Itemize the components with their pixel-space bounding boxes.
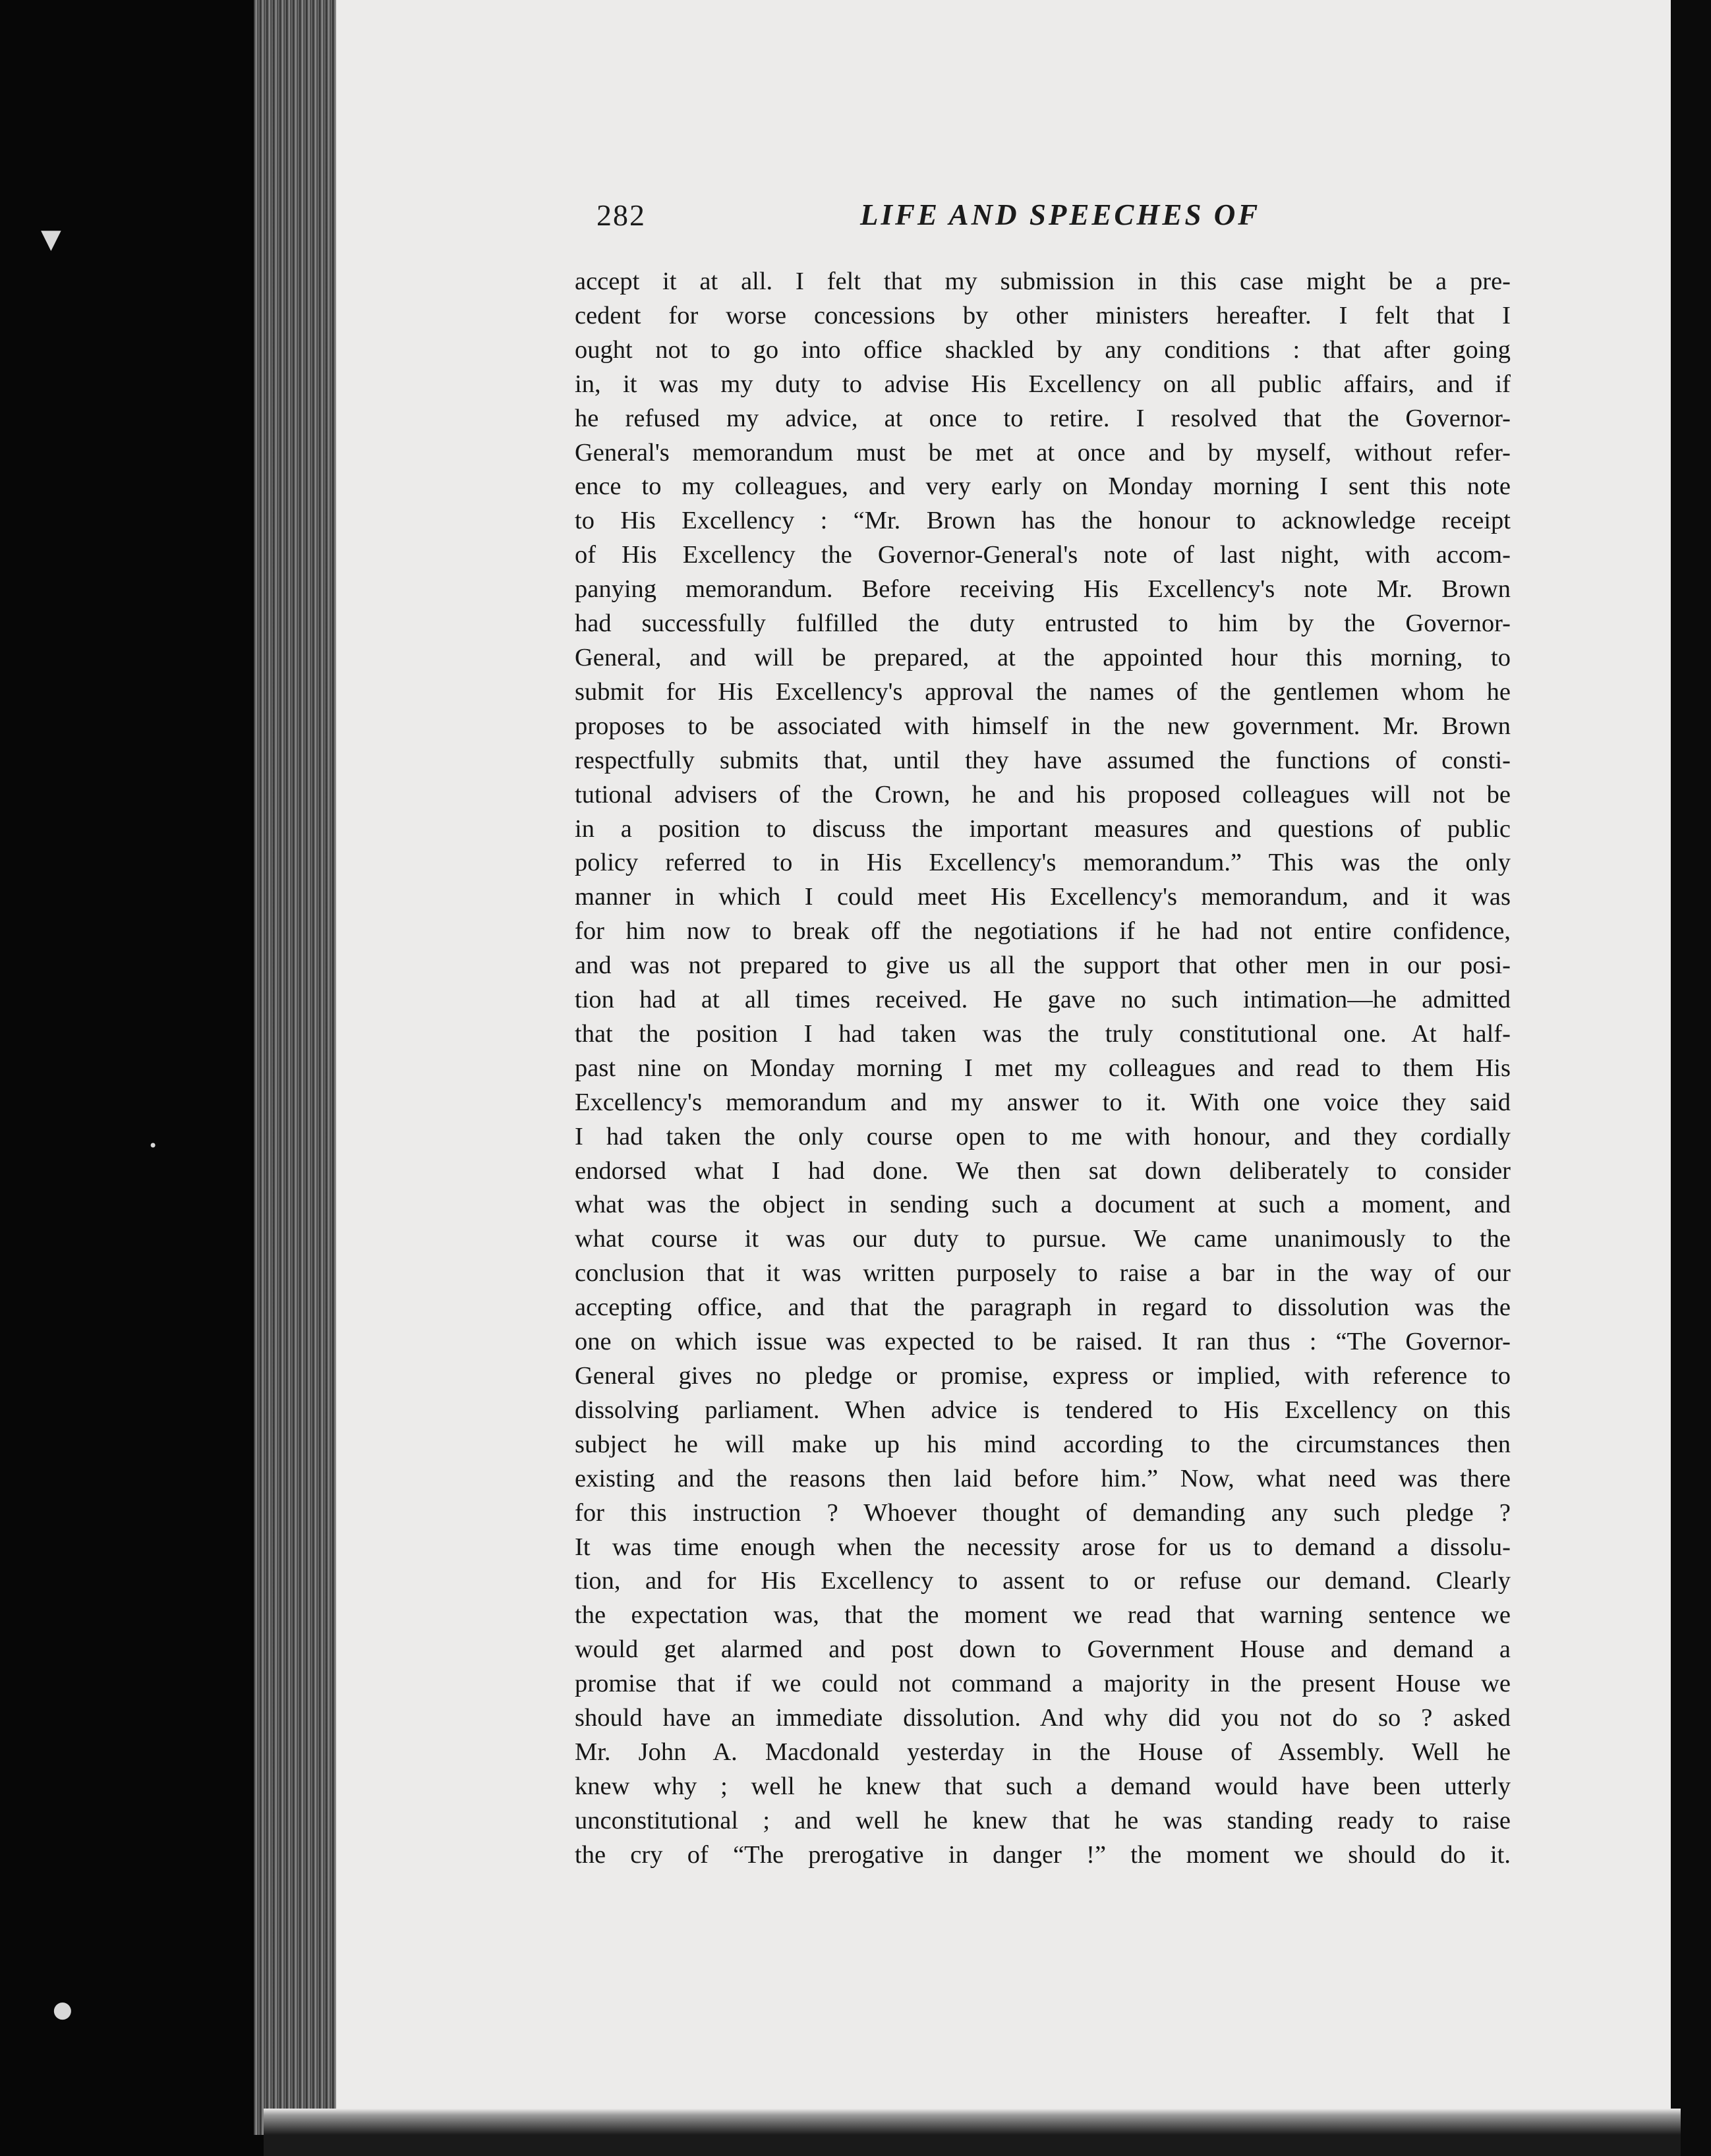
text-line: conclusion that it was written purposely to raise a bar in the way of our [575, 1259, 1511, 1288]
text-line: for this instruction ? Whoever thought of demanding any such pledge ? [575, 1498, 1511, 1527]
text-line: the cry of “The prerogative in danger !” the moment we should do it. [575, 1840, 1511, 1869]
text-line: General's memorandum must be met at once and by myself, without refer- [575, 438, 1511, 467]
text-line: ence to my colleagues, and very early on Monday morning I sent this note [575, 472, 1511, 501]
text-line: had successfully fulfilled the duty entrusted to him by the Governor- [575, 610, 1511, 638]
text-line: existing and the reasons then laid before him.” Now, what need was there [575, 1464, 1511, 1492]
text-line: accept it at all. I felt that my submission in this case might be a pre- [575, 268, 1511, 295]
text-line: It was time enough when the necessity arose for us to demand a dissolu- [575, 1533, 1511, 1561]
text-line: accepting office, and that the paragraph in regard to dissolution was the [575, 1293, 1511, 1322]
text-line: dissolving parliament. When advice is tendered to His Excellency on this [575, 1396, 1511, 1424]
facing-page-shadow [1671, 0, 1711, 2156]
text-line: Excellency's memorandum and my answer to it. With one voice they said [575, 1088, 1511, 1116]
page-bottom-shadow [264, 2109, 1681, 2156]
text-line: General gives no pledge or promise, express or implied, with reference to [575, 1362, 1511, 1390]
text-line: should have an immediate dissolution. And why did you not do so ? asked [575, 1704, 1511, 1732]
specks-left-margin: • [148, 1137, 158, 1155]
text-line: panying memorandum. Before receiving His Excellency's note Mr. Brown [575, 575, 1511, 604]
page-number: 282 [596, 198, 646, 232]
text-line: and was not prepared to give us all the support that other men in our posi- [575, 951, 1511, 980]
specks-left-margin: ● [53, 1997, 72, 2023]
text-line: what was the object in sending such a document at such a moment, and [575, 1191, 1511, 1219]
running-head: LIFE AND SPEECHES OF [860, 198, 1261, 231]
text-line: cedent for worse concessions by other ministers hereafter. I felt that I [575, 301, 1511, 329]
text-line: past nine on Monday morning I met my colleagues and read to them His [575, 1054, 1511, 1082]
page-header [596, 198, 1506, 244]
text-line: tutional advisers of the Crown, he and his proposed colleagues will not be [575, 780, 1511, 808]
text-line: ought not to go into office shackled by any conditions : that after going [575, 335, 1511, 364]
text-line: tion had at all times received. He gave no such intimation—he admitted [575, 986, 1511, 1014]
text-line: of His Excellency the Governor-General's note of last night, with accom- [575, 541, 1511, 569]
text-line: would get alarmed and post down to Government House and demand a [575, 1635, 1511, 1664]
text-line: he refused my advice, at once to retire. I resolved that the Governor- [575, 404, 1511, 432]
text-line: what course it was our duty to pursue. We came unanimously to the [575, 1225, 1511, 1253]
text-line: in, it was my duty to advise His Excellency on all public affairs, and if [575, 370, 1511, 398]
text-line: the expectation was, that the moment we read that warning sentence we [575, 1601, 1511, 1630]
text-line: Mr. John A. Macdonald yesterday in the House of Assembly. Well he [575, 1738, 1511, 1766]
text-line: manner in which I could meet His Excellency's memorandum, and it was [575, 883, 1511, 911]
specks-left-margin: ▼ [41, 224, 61, 254]
text-line: submit for His Excellency's approval the names of the gentlemen whom he [575, 677, 1511, 706]
text-line: proposes to be associated with himself in the new government. Mr. Brown [575, 712, 1511, 740]
text-line: to His Excellency : “Mr. Brown has the honour to acknowledge receipt [575, 507, 1511, 535]
text-line: subject he will make up his mind according to the circumstances then [575, 1430, 1511, 1458]
text-line: respectfully submits that, until they have assumed the functions of consti- [575, 746, 1511, 774]
text-line: General, and will be prepared, at the appointed hour this morning, to [575, 643, 1511, 671]
text-line: for him now to break off the negotiations if he had not entire confidence, [575, 917, 1511, 946]
text-line: I had taken the only course open to me with honour, and they cordially [575, 1122, 1511, 1150]
text-line: endorsed what I had done. We then sat down deliberately to consider [575, 1156, 1511, 1185]
text-line: policy referred to in His Excellency's memorandum.” This was the only [575, 849, 1511, 877]
text-line: one on which issue was expected to be raised. It ran thus : “The Governor- [575, 1328, 1511, 1356]
book-page-edges [254, 0, 339, 2135]
body-text [575, 265, 1511, 1873]
text-line: that the position I had taken was the truly constitutional one. At half- [575, 1019, 1511, 1048]
text-line: knew why ; well he knew that such a demand would have been utterly [575, 1772, 1511, 1800]
text-line: tion, and for His Excellency to assent to or refuse our demand. Clearly [575, 1567, 1511, 1595]
text-line: in a position to discuss the important measures and questions of public [575, 814, 1511, 843]
text-line: promise that if we could not command a majority in the present House we [575, 1670, 1511, 1698]
text-line: unconstitutional ; and well he knew that he was standing ready to raise [575, 1806, 1511, 1834]
